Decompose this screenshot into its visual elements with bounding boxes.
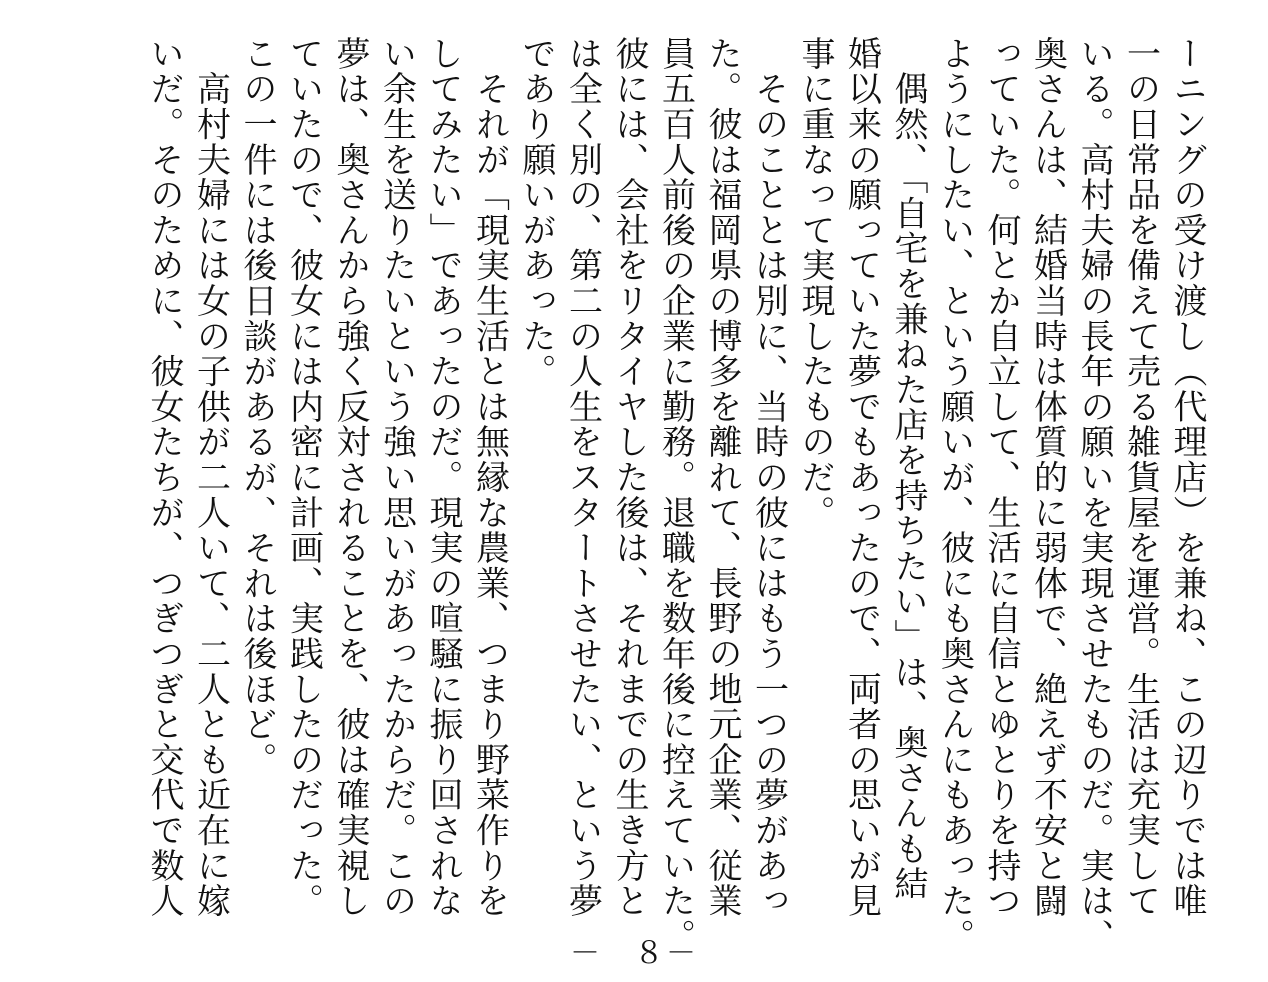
- text-line: してみたい」であったのだ。現実の喧騒に振り回されな: [423, 36, 463, 919]
- text-line: 夢は、奥さんから強く反対されることを、彼は確実視し: [330, 36, 370, 919]
- text-line: ーニングの受け渡し（代理店）を兼ね、この辺りでは唯: [1167, 36, 1207, 919]
- text-line: この一件には後日談があるが、それは後ほど。: [237, 36, 277, 778]
- text-line: っていた。何とか自立して、生活に自信とゆとりを持つ: [981, 36, 1021, 919]
- text-line: 一の日常品を備えて売る雑貨屋を運営。生活は充実して: [1120, 36, 1161, 919]
- text-line: い余生を送りたいという強い思いがあったからだ。この: [376, 36, 417, 919]
- text-line: ようにしたい、という願いが、彼にも奥さんにもあった。: [934, 36, 975, 954]
- text-line: 偶然、「自宅を兼ねた店を持ちたい」は、奥さんも結: [888, 36, 928, 902]
- page-number: － ８－: [570, 936, 698, 971]
- text-line: 高村夫婦には女の子供が二人いて、二人とも近在に嫁: [190, 36, 231, 919]
- text-line: いだ。そのために、彼女たちが、つぎつぎと交代で数人: [144, 36, 184, 919]
- text-line: そのこととは別に、当時の彼にはもう一つの夢があっ: [748, 36, 789, 919]
- text-line: 奥さんは、結婚当時は体質的に弱体で、絶えず不安と闘: [1027, 36, 1068, 919]
- text-line: であり願いがあった。: [516, 36, 556, 389]
- text-line: 婚以来の願っていた夢でもあったので、両者の思いが見: [841, 36, 882, 919]
- body-text: [141, 36, 1211, 954]
- text-line: た。彼は福岡県の博多を離れて、長野の地元企業、従業: [702, 36, 742, 919]
- text-line: ていたので、彼女には内密に計画、実践したのだった。: [283, 36, 324, 919]
- text-line: いる。高村夫婦の長年の願いを実現させたものだ。実は、: [1074, 36, 1114, 954]
- text-line: 員五百人前後の企業に勤務。退職を数年後に控えていた。: [655, 36, 696, 954]
- text-line: は全く別の、第二の人生をスタートさせたい、という夢: [562, 36, 603, 919]
- text-line: それが「現実生活とは無縁な農業、つまり野菜作りを: [469, 36, 510, 919]
- text-line: 彼には、会社をリタイヤした後は、それまでの生き方と: [609, 36, 649, 919]
- text-line: 事に重なって実現したものだ。: [795, 36, 835, 531]
